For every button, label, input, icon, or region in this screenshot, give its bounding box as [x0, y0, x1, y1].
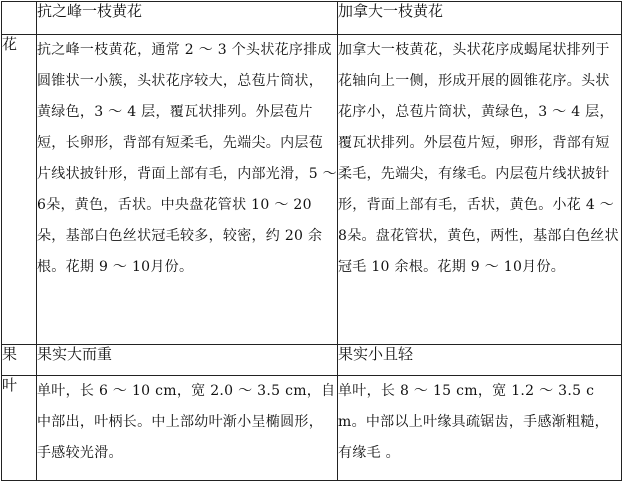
flower-description-col1: 抗之峰一枝黄花，通常 2 ～ 3 个头状花序排成圆锥状一小簇，头状花序较大，总苞片筒状，黄绿色，3 ～ 4 层，覆瓦状排列。外层苞片短，长卵形，背部有短柔毛，先端尖。内层苞片线状披针形，背面上部有毛，内部光滑，5 ～ 6朵，黄色，舌状。中央盘花管状 10 ～ 20朵，基部白色丝状冠毛较多，较密，约 20 余根。花期 9 ～ 10月份。 [37, 35, 338, 345]
leaf-description-col1: 单叶，长 6 ～ 10 cm，宽 2.0 ～ 3.5 cm，自中部出，叶柄长。中上部幼叶渐小呈椭圆形，手感较光滑。 [37, 376, 338, 481]
fruit-description-col2: 果实小且轻 [338, 345, 622, 376]
row-label-leaf: 叶 [2, 376, 37, 481]
header-row [2, 2, 622, 35]
table-row-leaf [2, 376, 622, 481]
leaf-description-col2: 单叶，长 8 ～ 15 cm，宽 1.2 ～ 3.5 cm。中部以上叶缘具疏锯齿，手感渐粗糙，有缘毛 。 [338, 376, 622, 481]
header-corner-cell [2, 2, 37, 35]
row-label-flower: 花 [2, 35, 37, 345]
header-solidago-decurrens: 抗之峰一枝黄花 [37, 2, 338, 35]
row-label-fruit: 果 [2, 345, 37, 376]
table-row-fruit [2, 345, 622, 376]
table-row-flower [2, 35, 622, 345]
header-solidago-canadensis: 加拿大一枝黄花 [338, 2, 622, 35]
comparison-table [1, 1, 622, 481]
fruit-description-col1: 果实大而重 [37, 345, 338, 376]
flower-description-col2: 加拿大一枝黄花，头状花序成蝎尾状排列于花轴向上一侧，形成开展的圆锥花序。头状花序小，总苞片筒状，黄绿色，3 ～ 4 层，覆瓦状排列。外层苞片短，卵形，背部有短柔毛，先端尖，有缘毛。内层苞片线状披针形，背面上部有毛，舌状，黄色。小花 4 ～ 8朵。盘花管状，黄色，两性，基部白色丝状冠毛 10 余根。花期 9 ～ 10月份。 [338, 35, 622, 345]
